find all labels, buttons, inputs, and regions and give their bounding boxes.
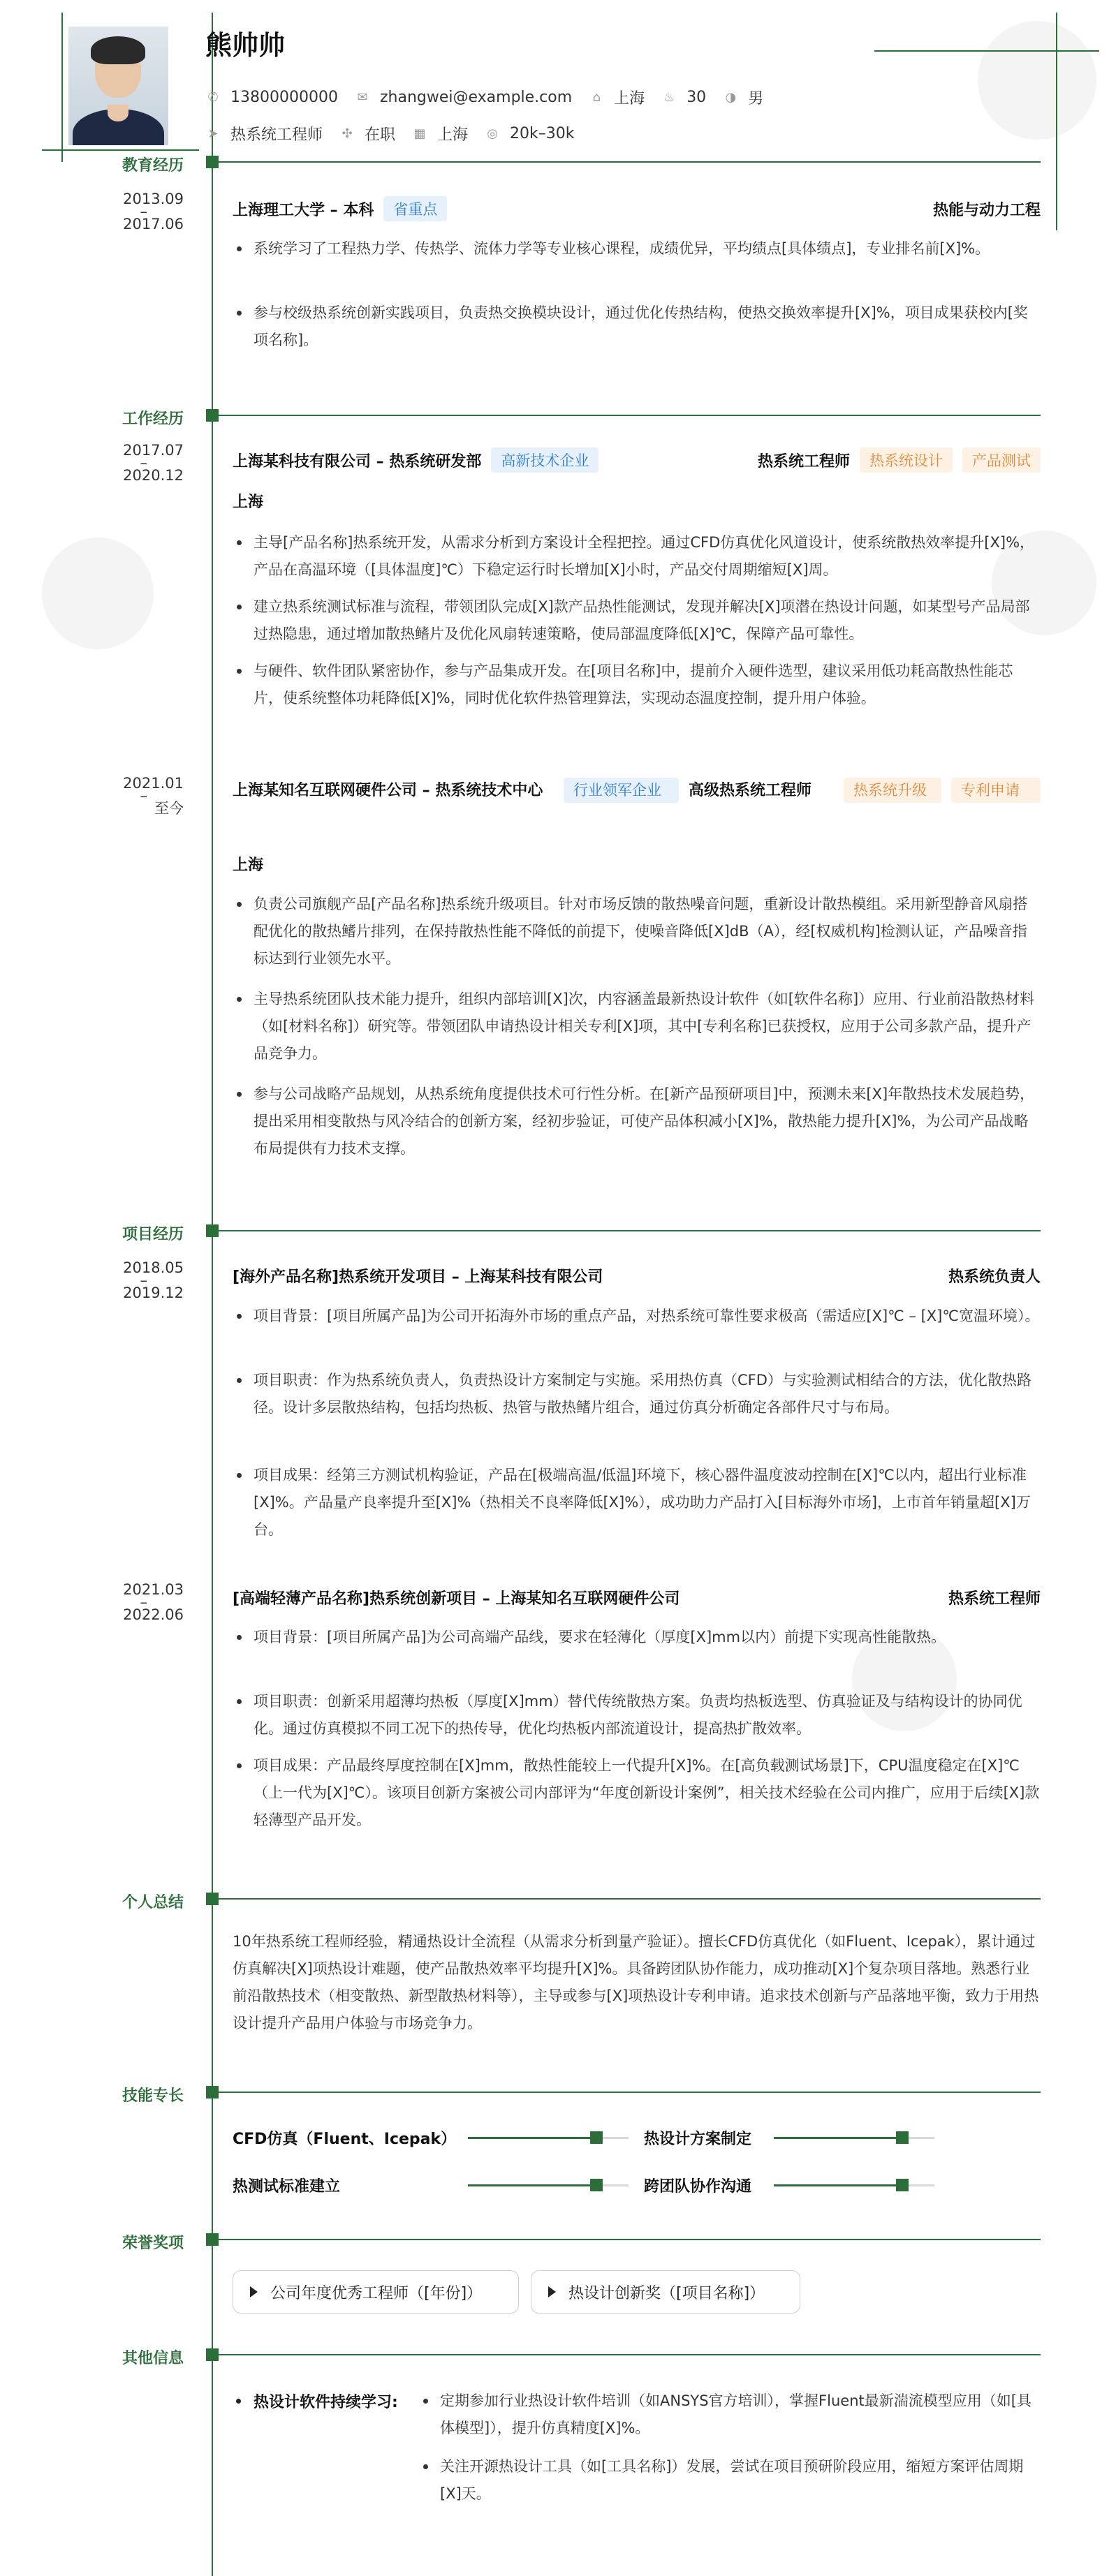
award-card: [233, 2270, 519, 2314]
home-icon: ⌂: [592, 89, 601, 105]
candidate-name: 熊帅帅: [205, 30, 286, 61]
work-bullet: 负责公司旗舰产品[产品名称]热系统升级项目。针对市场反馈的散热噪音问题，重新设计散热模组。采用新型静音风扇搭配优化的散热鳍片排列，在保持散热性能不降低的前提下，使噪音降低[X]dB（A），经[权威机构]检测认证，产品噪音指标达到行业领先水平。: [233, 891, 1041, 972]
section-marker: [206, 156, 219, 168]
award-text: 公司年度优秀工程师（[年份]）: [270, 2284, 483, 2302]
status-text: 在职: [365, 126, 396, 144]
role: 高级热系统工程师: [689, 782, 812, 799]
section-title-project: 项目经历: [122, 1226, 184, 1243]
project-bullet: 项目职责：作为热系统负责人，负责热设计方案制定与实施。采用热仿真（CFD）与实验测试相结合的方法，优化散热路径。设计多层散热结构，包括均热板、热管与散热鳍片组合，通过仿真分析确定各部件尺寸与布局。: [233, 1367, 1041, 1421]
other-bullet: 关注开源热设计工具（如[工具名称]）发展，尝试在项目预研阶段应用，缩短方案评估周期[X]天。: [419, 2453, 1041, 2508]
target-city-text: 上海: [437, 126, 469, 144]
skill-bar-knob: [896, 2131, 909, 2144]
work-location: 上海: [233, 494, 264, 511]
job-row: [205, 123, 592, 145]
decor-circle: [42, 538, 154, 649]
decor-line: [42, 149, 199, 151]
contact-row: [205, 87, 780, 108]
salary-text: 20k–30k: [510, 125, 575, 142]
skill-bar-knob: [896, 2179, 909, 2191]
section-divider: [219, 2092, 1041, 2093]
skill-bar-knob: [590, 2131, 603, 2144]
job-title-item: [205, 123, 323, 145]
section-divider: [219, 415, 1041, 416]
role-tag: 专利申请: [951, 778, 1041, 803]
section-divider: [219, 2354, 1041, 2355]
edu-bullet: 参与校级热系统创新实践项目，负责热交换模块设计，通过优化传热结构，使热交换效率提升[X]%，项目成果获校内[奖项名称]。: [233, 299, 1041, 354]
section-marker: [206, 1224, 219, 1237]
project-role: 热系统负责人: [948, 1268, 1041, 1286]
edu-date: 2013.09 – 2017.06: [123, 191, 184, 232]
play-icon: [548, 2286, 556, 2297]
work-bullet: 主导热系统团队技术能力提升，组织内部培训[X]次，内容涵盖最新热设计软件（如[软件名称]）应用、行业前沿散热材料（如[材料名称]）研究等。带领团队申请热设计相关专利[X]项，其中[专利名称]已获授权，应用于公司多款产品，提升产品竞争力。: [233, 986, 1041, 1067]
work-location: 上海: [233, 857, 264, 874]
company-name: 上海某知名互联网硬件公司 – 热系统技术中心: [233, 782, 543, 799]
decor-line: [874, 50, 1099, 52]
avatar: [68, 27, 168, 145]
project-title: [海外产品名称]热系统开发项目 – 上海某科技有限公司: [233, 1268, 603, 1286]
email-text: zhangwei@example.com: [379, 89, 573, 106]
email-item: [355, 89, 572, 106]
section-marker: [206, 2233, 219, 2246]
company-tag: 高新技术企业: [491, 447, 598, 473]
award-card: [531, 2270, 800, 2314]
role: 热系统工程师: [757, 452, 850, 471]
mail-icon: ✉: [357, 89, 368, 105]
skill-name: 热测试标准建立: [233, 2178, 341, 2196]
section-marker: [206, 2348, 219, 2361]
work-heading: [233, 778, 1041, 804]
decor-line: [1056, 13, 1057, 230]
work-bullet: 建立热系统测试标准与流程，带领团队完成[X]款产品热性能测试，发现并解决[X]项潜在热设计问题，如某型号产品局部过热隐患，通过增加散热鳍片及优化风扇转速策略，使局部温度降低[X]℃，保障产品可靠性。: [233, 593, 1041, 648]
project-bullet: 项目背景：[项目所属产品]为公司开拓海外市场的重点产品，对热系统可靠性要求极高（需适应[X]℃ – [X]℃宽温环境）。: [233, 1303, 1041, 1330]
school-tag: 省重点: [383, 196, 447, 221]
section-title-awards: 荣誉奖项: [122, 2235, 184, 2252]
project-role: 热系统工程师: [948, 1590, 1041, 1608]
salary-item: [485, 125, 574, 142]
skill-bar-knob: [590, 2179, 603, 2191]
role-tag: 热系统设计: [860, 447, 953, 473]
decor-line: [61, 13, 63, 162]
skill-name: CFD仿真（Fluent、Icepak）: [233, 2131, 457, 2148]
skill-bar-fill: [468, 2137, 596, 2139]
work-date: 2021.01 – 至今: [123, 775, 184, 817]
project-heading: [233, 1587, 1041, 1608]
summary-text: 10年热系统工程师经验，精通热设计全流程（从需求分析到量产验证）。擅长CFD仿真优化（如Fluent、Icepak），累计通过仿真解决[X]项热设计难题，使产品散热效率平均提升[X]%。具备跨团队协作能力，成功推动[X]个复杂项目落地。熟悉行业前沿散热技术（相变散热、新型散热材料等），主导或参与[X]项热设计专利申请。追求技术创新与产品落地平衡，致力于用热设计提升产品用户体验与市场竞争力。: [233, 1933, 1039, 2031]
role-tag: 产品测试: [962, 447, 1041, 473]
project-bullet: 项目成果：经第三方测试机构验证，产品在[极端高温/低温]环境下，核心器件温度波动控制在[X]℃以内，超出行业标准[X]%。产品量产良率提升至[X]%（热相关不良率降低[X]%），成功助力产品打入[目标海外市场]，上市首年销量超[X]万台。: [233, 1462, 1041, 1544]
skill-bar-fill: [774, 2137, 902, 2139]
skill-name: 热设计方案制定: [644, 2131, 752, 2148]
role-tag: 热系统升级: [844, 778, 941, 803]
target-city-item: [412, 123, 468, 145]
section-marker: [206, 1893, 219, 1905]
phone-text: 13800000000: [230, 89, 338, 106]
section-divider: [219, 2239, 1041, 2240]
project-bullet: 项目背景：[项目所属产品]为公司高端产品线，要求在轻薄化（厚度[X]mm以内）前提下实现高性能散热。: [233, 1624, 1041, 1651]
project-title: [高端轻薄产品名称]热系统创新项目 – 上海某知名互联网硬件公司: [233, 1590, 680, 1608]
skill-name: 跨团队协作沟通: [644, 2178, 752, 2196]
work-heading: [233, 447, 1041, 473]
section-title-other: 其他信息: [122, 2350, 184, 2367]
other-bullet: 定期参加行业热设计软件培训（如ANSYS官方培训），掌握Fluent最新湍流模型应用（如[具体模型]），提升仿真精度[X]%。: [419, 2388, 1041, 2442]
work-date: 2017.07 – 2020.12: [123, 442, 184, 484]
phone-icon: ✆: [207, 89, 219, 105]
work-bullet: 参与公司战略产品规划，从热系统角度提供技术可行性分析。在[新产品预研项目]中，预测未来[X]年散热技术发展趋势，提出采用相变散热与风冷结合的创新方案，经初步验证，可使产品体积减小[X]%，散热能力提升[X]%，为公司产品战略布局提供有力技术支撑。: [233, 1081, 1041, 1162]
age-text: 30: [686, 89, 707, 106]
project-date: 2018.05 – 2019.12: [123, 1259, 184, 1301]
gender-icon: ◑: [725, 89, 737, 105]
company-tag: 行业领军企业: [564, 778, 679, 803]
school-name: 上海理工大学 – 本科: [233, 201, 374, 219]
edu-bullet: 系统学习了工程热力学、传热学、流体力学等专业核心课程，成绩优异，平均绩点[具体绩点]，专业排名前[X]%。: [233, 235, 1041, 262]
company-name: 上海某科技有限公司 – 热系统研发部: [233, 452, 482, 471]
section-divider: [219, 1898, 1041, 1900]
edu-heading: [233, 196, 1041, 221]
cake-icon: ♨: [663, 89, 675, 105]
section-title-work: 工作经历: [122, 410, 184, 428]
status-icon: ✣: [341, 126, 353, 141]
gender-item: [723, 87, 763, 108]
section-title-skills: 技能专长: [122, 2087, 184, 2105]
section-title-education: 教育经历: [122, 157, 184, 175]
skill-bar: [774, 2184, 934, 2186]
project-bullet: 项目职责：创新采用超薄均热板（厚度[X]mm）替代传统散热方案。负责均热板选型、仿真验证及与结构设计的协同优化。通过仿真模拟不同工况下的热传导，优化均热板内部流道设计，提高热扩散效率。: [233, 1688, 1041, 1742]
skill-bar: [468, 2184, 629, 2186]
play-icon: [250, 2286, 258, 2297]
major: 热能与动力工程: [932, 201, 1041, 219]
section-marker: [206, 2086, 219, 2098]
project-heading: [233, 1265, 1041, 1287]
send-icon: ➤: [207, 126, 219, 141]
skill-bar-fill: [468, 2184, 596, 2186]
skill-bar: [774, 2137, 934, 2139]
section-marker: [206, 409, 219, 422]
timeline-line: [212, 13, 213, 2576]
age-item: [661, 89, 706, 106]
money-icon: ◎: [487, 126, 498, 141]
section-divider: [219, 1230, 1041, 1231]
city-item: [589, 87, 645, 108]
project-date: 2021.03 – 2022.06: [123, 1581, 184, 1623]
work-bullet: 与硬件、软件团队紧密协作，参与产品集成开发。在[项目名称]中，提前介入硬件选型，建议采用低功耗高散热性能芯片，使系统整体功耗降低[X]%，同时优化软件热管理算法，实现动态温度控制，提升用户体验。: [233, 658, 1041, 712]
status-item: [339, 123, 395, 145]
bullet-dot: [236, 2399, 241, 2404]
city-text: 上海: [614, 90, 645, 108]
section-divider: [219, 161, 1041, 163]
project-bullet: 项目成果：产品最终厚度控制在[X]mm，散热性能较上一代提升[X]%。在[高负载测试场景]下，CPU温度稳定在[X]℃（上一代为[X]℃）。该项目创新方案被公司内部评为“年度创新设计案例”，相关技术经验在公司内推广，应用于后续[X]款轻薄型产品开发。: [233, 1752, 1041, 1834]
job-title-text: 热系统工程师: [230, 126, 323, 144]
skill-bar-fill: [774, 2184, 902, 2186]
section-title-summary: 个人总结: [122, 1894, 184, 1911]
building-icon: ▦: [413, 126, 426, 141]
other-label: 热设计软件持续学习:: [254, 2394, 398, 2411]
decor-circle: [978, 21, 1096, 140]
work-bullet: 主导[产品名称]热系统开发，从需求分析到方案设计全程把控。通过CFD仿真优化风道设计，使系统散热效率提升[X]%，产品在高温环境（[具体温度]℃）下稳定运行时长增加[X]小时，产品交付周期缩短[X]周。: [233, 529, 1041, 584]
phone-item: [205, 89, 338, 106]
award-text: 热设计创新奖（[项目名称]）: [568, 2284, 765, 2302]
skill-bar: [468, 2137, 629, 2139]
gender-text: 男: [748, 90, 764, 108]
